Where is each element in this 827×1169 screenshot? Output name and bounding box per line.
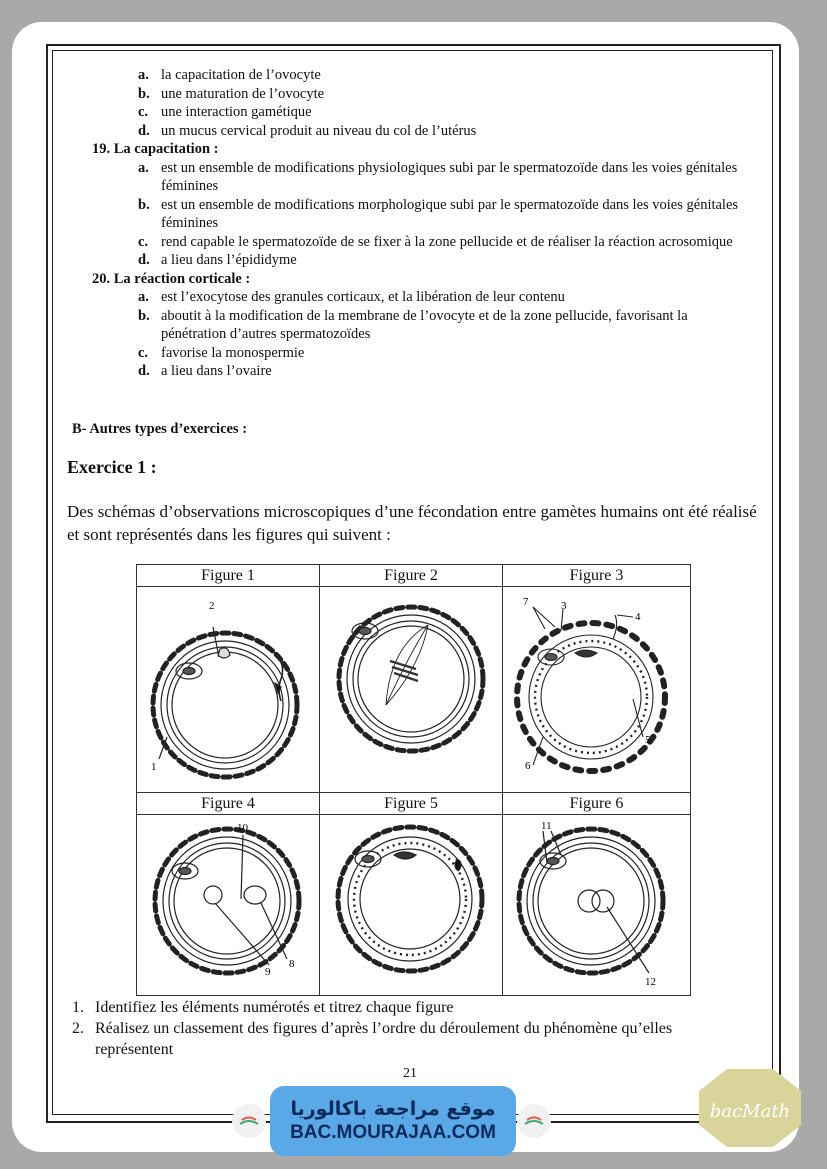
label-1: 1 — [151, 761, 157, 773]
section-b-heading: B- Autres types d’exercices : — [72, 421, 248, 437]
label-4: 4 — [635, 611, 641, 623]
figure-3-svg — [503, 587, 690, 792]
option: c. une interaction gamétique — [138, 104, 312, 120]
bacmath-logo — [697, 1067, 803, 1149]
book-logo-icon — [517, 1104, 551, 1138]
figure-header: Figure 4 — [137, 793, 320, 815]
svg-text:bacMath: bacMath — [709, 1101, 791, 1122]
option: a. est un ensemble de modifications physiologiques subi par le spermatozoïde dans les voies génitales féminines — [138, 159, 738, 194]
label-10: 10 — [237, 822, 248, 834]
figure-3-drawing — [503, 587, 691, 793]
option: a. est l’exocytose des granules corticaux, et la libération de leur contenu — [138, 289, 565, 305]
figure-header: Figure 6 — [503, 793, 691, 815]
figure-header: Figure 1 — [137, 565, 320, 587]
option: b. une maturation de l’ovocyte — [138, 85, 325, 102]
figure-6-svg — [503, 815, 690, 995]
exercise-title: Exercice 1 : — [67, 457, 157, 477]
option: d. a lieu dans l’épididyme — [138, 252, 297, 268]
figure-header: Figure 3 — [503, 565, 691, 587]
banner-site-link[interactable]: BAC.MOURAJAA.COM — [290, 1122, 496, 1143]
question-20-title: 20. La réaction corticale : — [92, 270, 251, 287]
figure-4-drawing — [137, 815, 320, 996]
label-2: 2 — [209, 600, 215, 612]
option: d. a lieu dans l’ovaire — [138, 363, 272, 379]
banner-arabic-text: موقع مراجعة باكالوريا — [290, 1098, 496, 1120]
figures-table — [136, 564, 691, 996]
figure-2-svg — [320, 587, 502, 792]
figure-5-svg — [320, 815, 502, 995]
figure-2-drawing — [320, 587, 503, 793]
page-number: 21 — [403, 1066, 417, 1081]
label-9: 9 — [265, 966, 271, 978]
questions-list — [72, 997, 752, 1060]
label-3: 3 — [561, 600, 567, 612]
figure-header: Figure 2 — [320, 565, 503, 587]
figure-6-drawing — [503, 815, 691, 996]
label-8: 8 — [289, 958, 295, 970]
label-6: 6 — [525, 760, 531, 772]
figure-5-drawing — [320, 815, 503, 996]
label-11: 11 — [541, 820, 552, 832]
option: d. un mucus cervical produit au niveau du col de l’utérus — [138, 122, 477, 139]
book-logo-icon — [232, 1104, 266, 1138]
question-item: 1. Identifiez les éléments numérotés et titrez chaque figure — [72, 999, 454, 1016]
label-12: 12 — [645, 976, 656, 988]
figure-1-drawing — [137, 587, 320, 793]
option: b. est un ensemble de modifications morphologique subi par le spermatozoïde dans les voies génitales féminines — [138, 196, 739, 231]
option: c. rend capable le spermatozoïde de se fixer à la zone pellucide et de réaliser la réaction acrosomique — [138, 233, 733, 250]
label-7: 7 — [523, 596, 529, 608]
label-5: 5 — [645, 734, 651, 746]
option: c. favorise la monospermie — [138, 344, 305, 361]
question-19-title: 19. La capacitation : — [92, 141, 219, 157]
mcq-block — [92, 66, 752, 381]
figure-1-svg — [137, 587, 319, 792]
option: b. aboutit à la modification de la membrane de l’ovocyte et de la zone pellucide, favorisant la pénétration d’autres spermatozoïdes — [138, 307, 688, 342]
option: a. la capacitation de l’ovocyte — [138, 67, 321, 83]
site-banner[interactable] — [270, 1086, 516, 1156]
exercise-intro: Des schémas d’observations microscopiques d’une fécondation entre gamètes humains ont été réalisé et sont représentés dans les figures qui suivent : — [67, 502, 757, 544]
question-item: 2. Réalisez un classement des figures d’après l’ordre du déroulement du phénomène qu’elles représentent — [72, 1020, 673, 1058]
mcq-top-options — [92, 66, 752, 140]
figure-header: Figure 5 — [320, 793, 503, 815]
figure-4-svg — [137, 815, 319, 995]
